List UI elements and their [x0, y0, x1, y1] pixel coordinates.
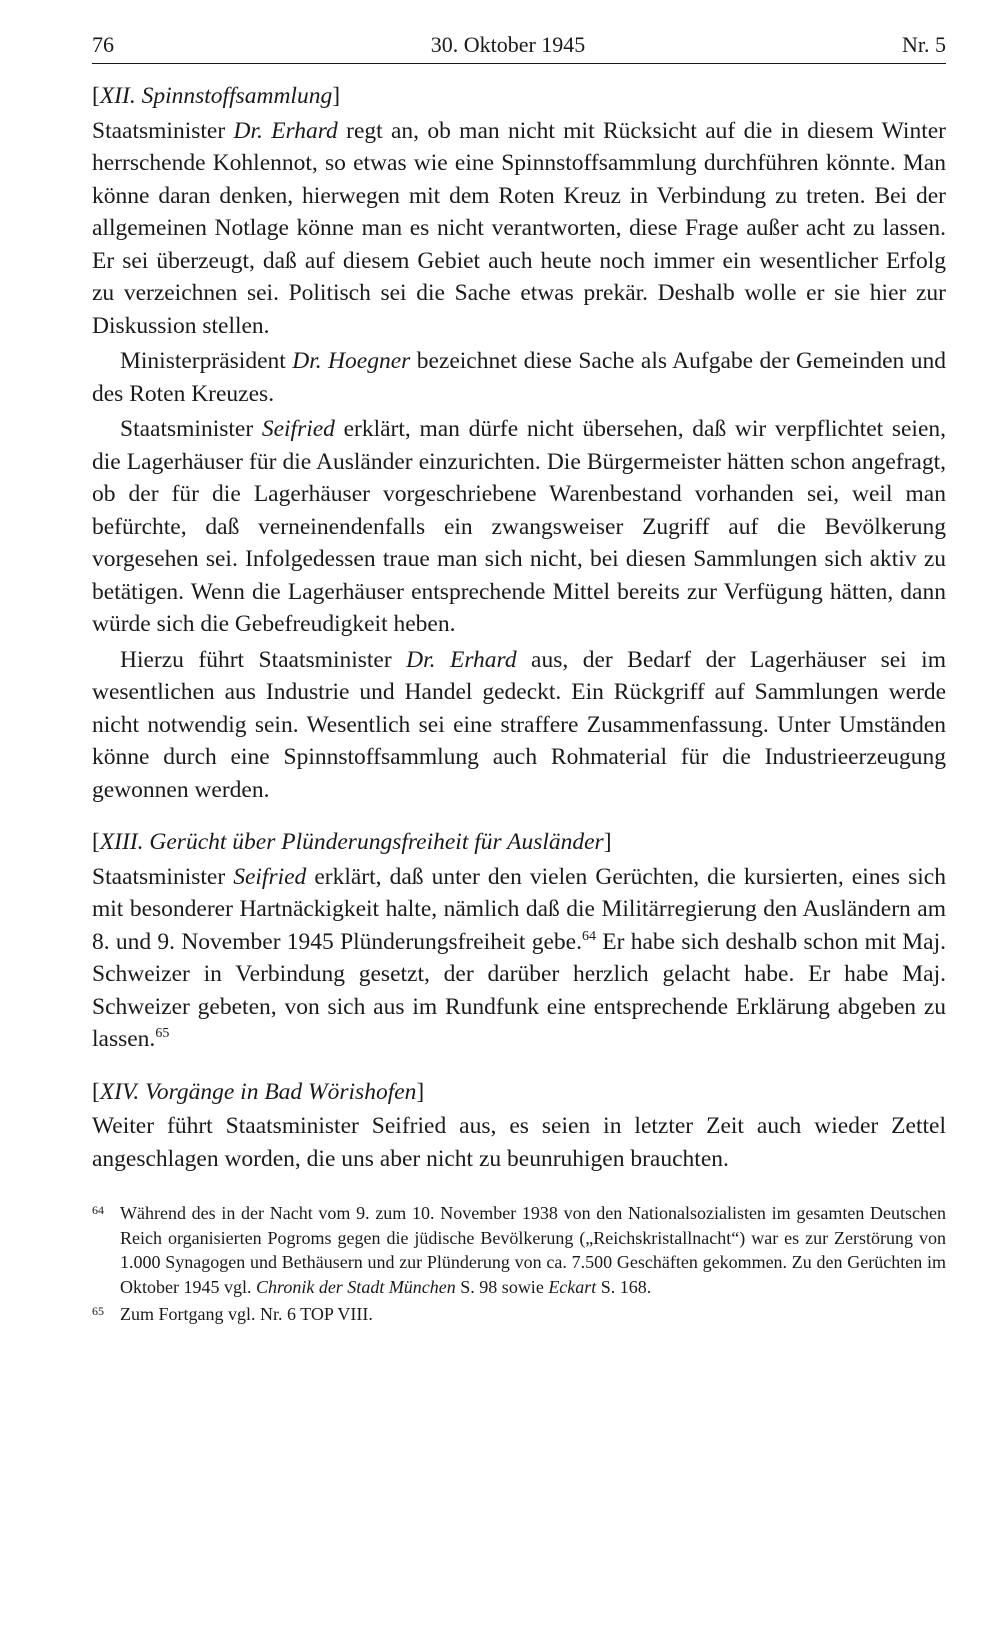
text-run: Staatsminister — [92, 117, 234, 144]
running-header — [92, 30, 946, 64]
header-date: 30. Oktober 1945 — [430, 32, 586, 57]
footnote-number: 65 — [92, 1304, 104, 1318]
text-run: S. 98 sowie — [455, 1276, 549, 1297]
text-run: Während des in der Nacht vom 9. zum 10. November 1938 von den Nationalsozialisten im gesamten Deutschen Reich organisierten Pogroms gegen die jüdische Bevölkerung („Reichskristallnacht“) war es zur Zerstörung von 1.000 Synagogen und Bethäusern und zur Plünderung von ca. 7.500 Geschäften gekommen. Zu den Gerüchten im Oktober 1945 vgl. — [120, 1203, 946, 1297]
paragraph: Weiter führt Staatsminister Seifried aus, es seien in letzter Zeit auch wieder Zettel angeschlagen worden, die uns aber nicht zu beunruhigen brauchten. — [92, 1113, 946, 1172]
speaker-name: Dr. Erhard — [233, 117, 338, 144]
section-heading-text: XIII. Gerücht über Plünderungsfreiheit für Ausländer — [99, 829, 604, 855]
section-heading-text: XIV. Vorgänge in Bad Wörishofen — [99, 1078, 417, 1105]
text-run: S. 168. — [596, 1276, 652, 1297]
citation-title: Chronik der Stadt München — [255, 1276, 456, 1297]
footnote-ref-65[interactable]: 65 — [155, 1026, 170, 1042]
paragraph — [92, 861, 946, 1056]
page-number: 76 — [92, 32, 114, 57]
text-run: regt an, ob man nicht mit Rücksicht auf die in diesem Winter herrschende Kohlennot, so etwas wie eine Spinnstoffsammlung durchführen könnte. Man könne daran denken, hierwegen mit dem Roten Kreuz in Verbindung zu treten. Bei der allgemeinen Notlage könne man es nicht verantworten, diese Frage außer acht zu lassen. Er sei überzeugt, daß auf diesem Gebiet auch heute noch immer ein wesentlicher Erfolg zu verzeichnen sei. Politisch sei die Sache etwas prekär. Deshalb wolle er sie hier zur Diskussion stellen. — [92, 117, 946, 339]
paragraph — [92, 644, 946, 807]
footnote-text: Zum Fortgang vgl. Nr. 6 TOP VIII. — [120, 1304, 373, 1324]
text-run: erklärt, daß unter den vielen Gerüchten, die kursierten, eines sich mit besonderer Hartnäckigkeit halte, nämlich daß die Militärregierung den Ausländern am 8. und 9. November 1945 Plünderungsfreiheit gebe. — [92, 863, 946, 955]
section-heading: [XIV. Vorgänge in Bad Wörishofen] — [92, 1078, 425, 1105]
text-run: Er habe sich deshalb schon mit Maj. Schweizer in Verbindung gesetzt, der darüber herzlich gelacht habe. Er habe Maj. Schweizer gebeten, von sich aus im Rundfunk eine entsprechende Erklärung abgeben zu lassen. — [92, 928, 946, 1052]
speaker-name: Seifried — [233, 863, 307, 890]
section-xiv — [92, 1076, 946, 1176]
paragraph — [92, 115, 946, 343]
speaker-name: Dr. Erhard — [406, 646, 517, 673]
text-run: Ministerpräsident — [120, 348, 293, 374]
text-run: aus, der Bedarf der Lagerhäuser sei im wesentlichen aus Industrie und Handel gedeckt. Ein Rückgriff auf Sammlungen werde nicht notwendig sein. Wesentlich sei eine straffere Zusammenfassung. Unter Umständen könne durch eine Spinnstoffsammlung auch Rohmaterial für die Industrieerzeugung gewonnen werden. — [92, 646, 946, 803]
footnote-65 — [92, 1302, 946, 1327]
section-heading-text: XII. Spinnstoffsammlung — [99, 83, 333, 109]
text-run: erklärt, man dürfe nicht übersehen, daß wir verpflichtet seien, die Lagerhäuser für die Ausländer einzurichten. Die Bürgermeister hätten schon angefragt, ob der für die Lagerhäuser vorgeschriebene Warenbestand vorhanden sei, weil man befürchte, daß verneinendenfalls ein zwangsweiser Zugriff auf die Bevölkerung vorgesehen sei. Infolgedessen traue man sich nicht, bei diesen Sammlungen sich aktiv zu betätigen. Wenn die Lagerhäuser entsprechende Mittel bereits zur Verfügung hätten, dann würde sich die Gebefreudigkeit heben. — [92, 416, 946, 637]
section-xii — [92, 80, 946, 806]
text-run: Staatsminister — [120, 416, 262, 442]
section-heading: [XIII. Gerücht über Plünderungsfreiheit für Ausländer] — [92, 829, 612, 855]
text-run: bezeichnet diese Sache als Aufgabe der Gemeinden und des Roten Kreuzes. — [92, 348, 946, 407]
speaker-name: Seifried — [261, 416, 335, 442]
header-issue: Nr. 5 — [902, 32, 946, 57]
paragraph — [92, 413, 946, 641]
footnote-text — [120, 1201, 946, 1299]
section-heading: [XII. Spinnstoffsammlung] — [92, 83, 341, 109]
section-xiii — [92, 826, 946, 1056]
text-run: Staatsminister — [92, 863, 234, 890]
paragraph — [92, 345, 946, 410]
footnotes — [92, 1201, 946, 1327]
citation-author: Eckart — [548, 1276, 597, 1297]
speaker-name: Dr. Hoegner — [292, 348, 411, 374]
text-run: Hierzu führt Staatsminister — [120, 646, 407, 673]
main-text — [92, 80, 946, 1175]
footnote-64 — [92, 1201, 946, 1299]
footnote-ref-64[interactable]: 64 — [581, 928, 596, 944]
footnote-number: 64 — [92, 1203, 104, 1217]
